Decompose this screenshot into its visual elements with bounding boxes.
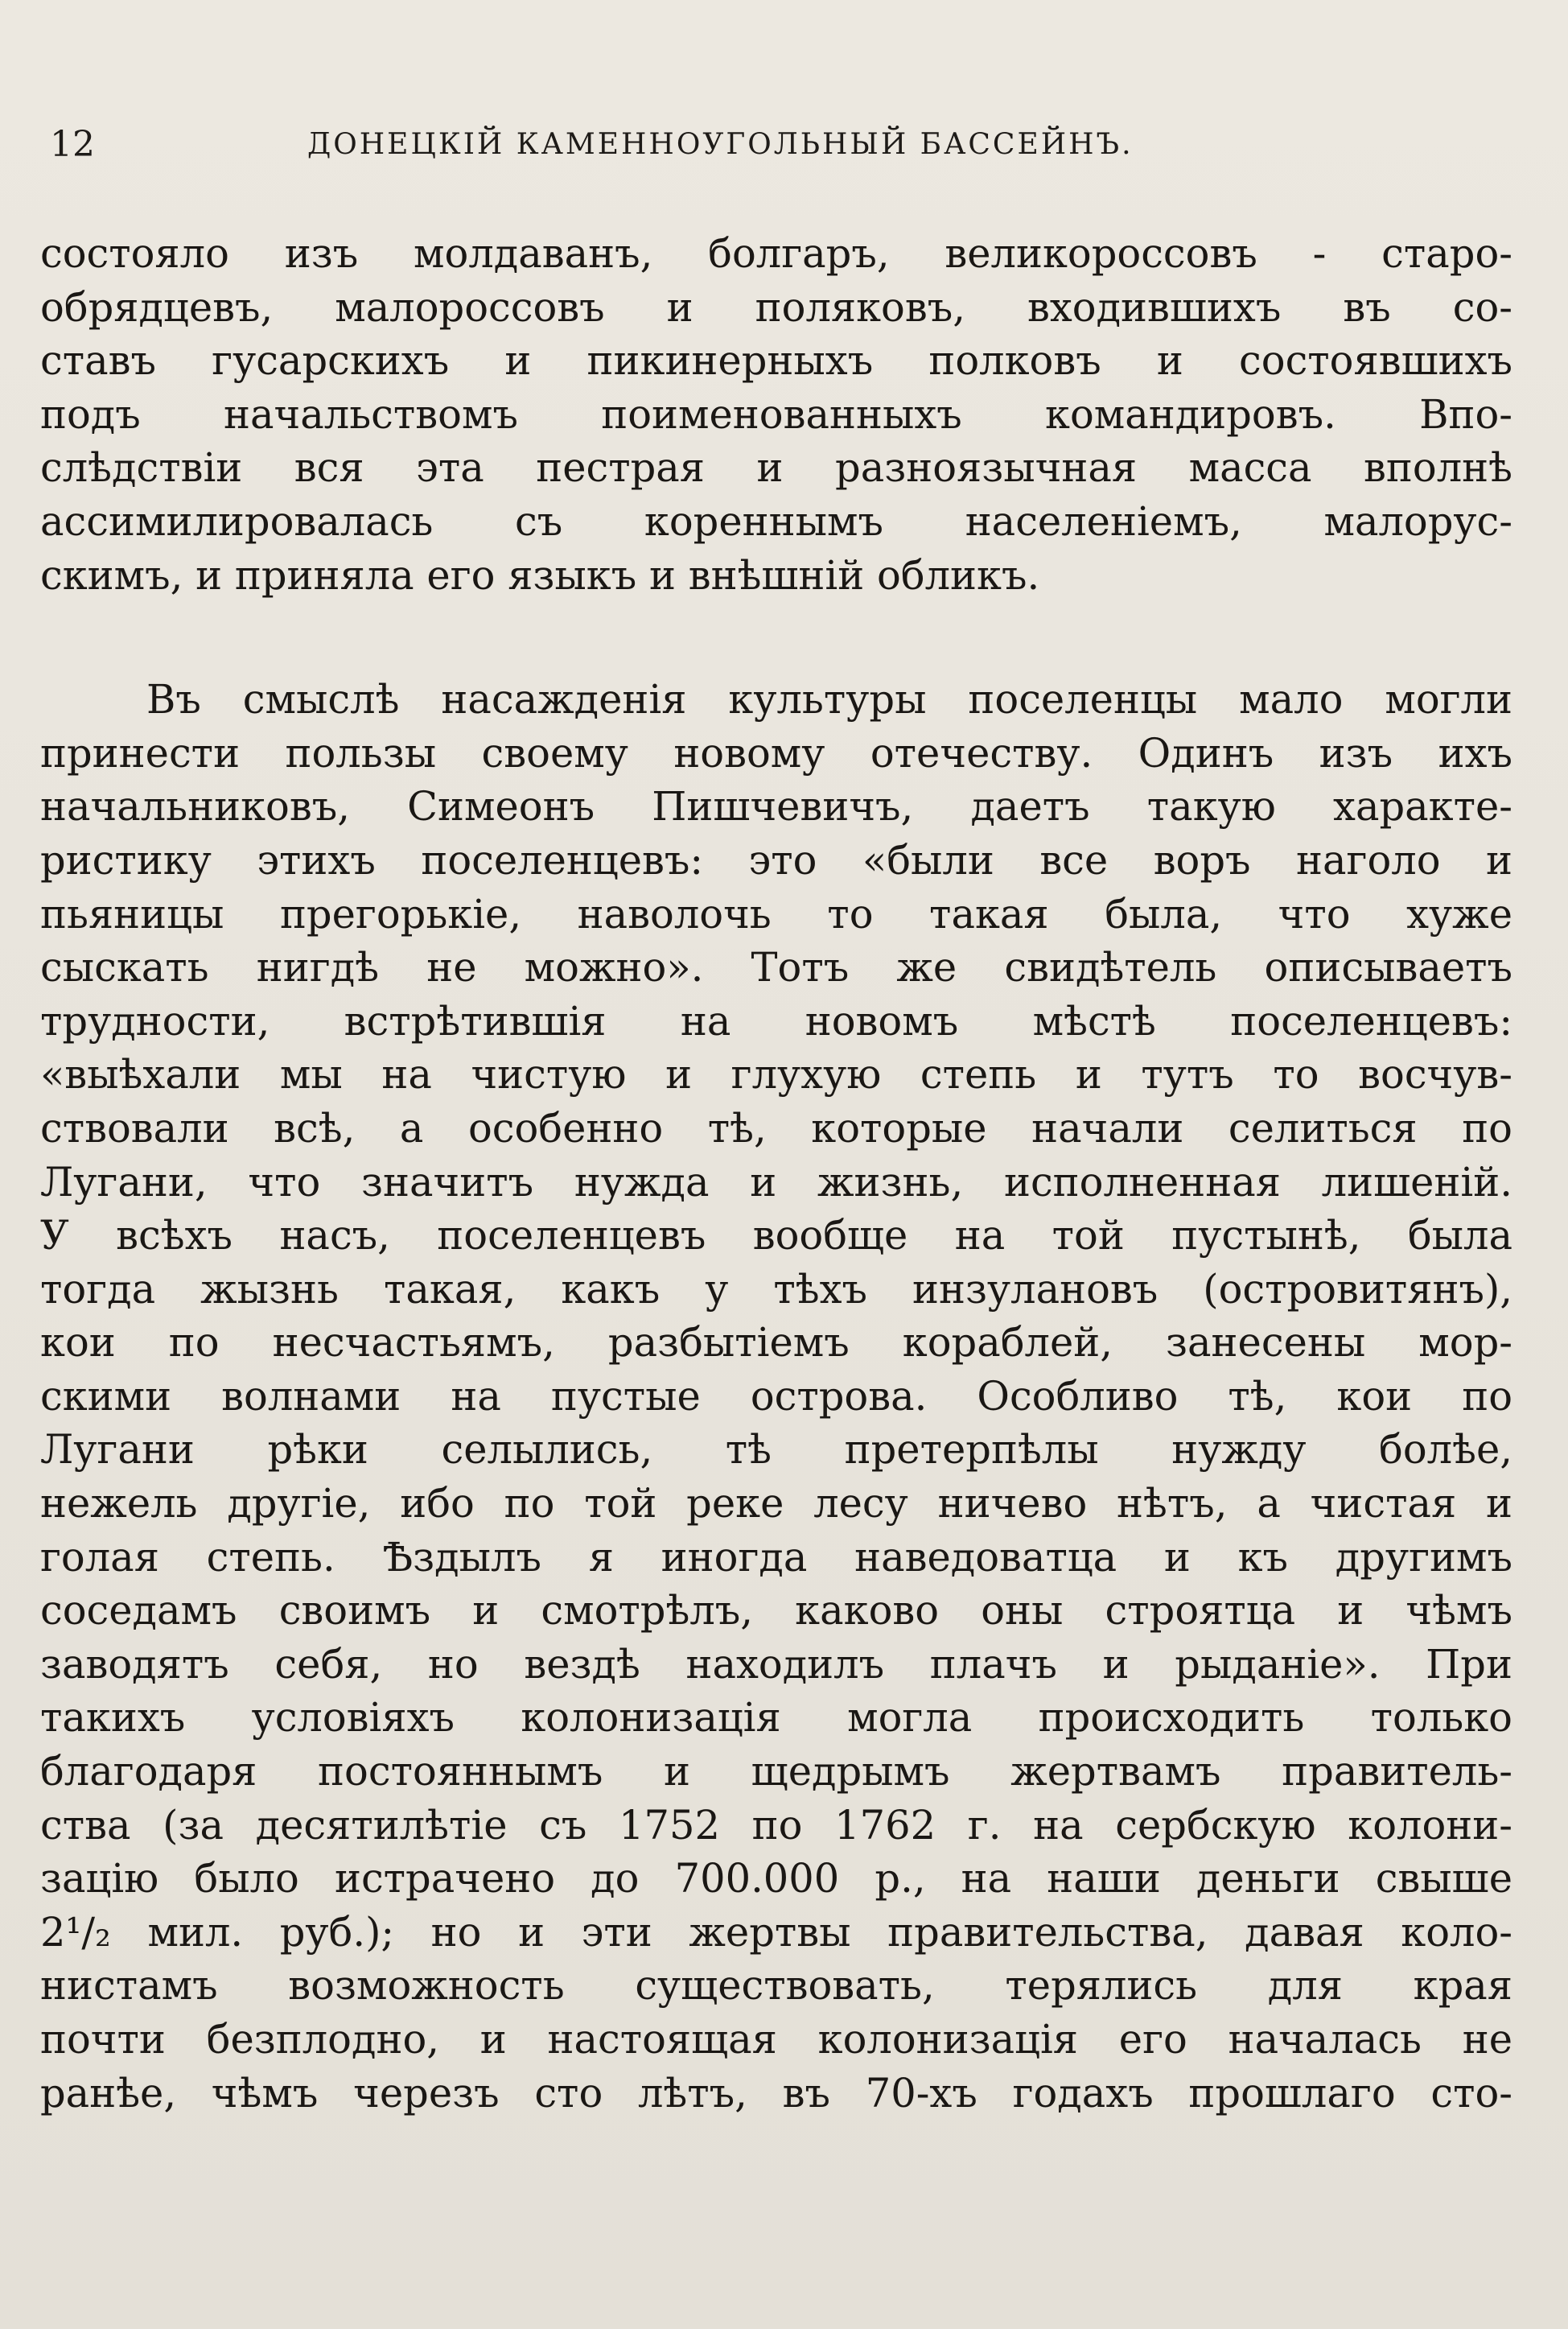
text-line: Въ смыслѣ насажденія культуры поселенцы мало могли [146, 676, 1512, 723]
paragraph-2 [40, 673, 1512, 2120]
text-line: 2¹/₂ мил. руб.); но и эти жертвы правительства, давая коло- [40, 1908, 1512, 1956]
text-line: такихъ условіяхъ колонизація могла происходить только [40, 1694, 1512, 1742]
text-line: зацію было истрачено до 700.000 р., на наши деньги свыше [40, 1855, 1512, 1902]
text-line: У всѣхъ насъ, поселенцевъ вообще на той пустынѣ, была [40, 1212, 1512, 1259]
text-line: скимъ, и приняла его языкъ и внѣшній обликъ. [40, 551, 1040, 599]
text-line: скими волнами на пустые острова. Особливо тѣ, кои по [40, 1372, 1512, 1420]
text-line: пьяницы прегорькіе, наволочь то такая была, что хуже [40, 890, 1512, 938]
text-line: сыскать нигдѣ не можно». Тотъ же свидѣтель описываетъ [40, 944, 1512, 991]
text-line: ранѣе, чѣмъ черезъ сто лѣтъ, въ 70-хъ годахъ прошлаго сто- [40, 2069, 1512, 2117]
text-line: Лугани рѣки селылись, тѣ претерпѣлы нужду болѣе, [40, 1426, 1512, 1474]
text-line: ставъ гусарскихъ и пикинерныхъ полковъ и состоявшихъ [40, 337, 1512, 385]
text-line: нистамъ возможность существовать, терялись для края [40, 1962, 1512, 2010]
text-line: ствовали всѣ, а особенно тѣ, которые начали селиться по [40, 1104, 1512, 1152]
text-line: трудности, встрѣтившія на новомъ мѣстѣ поселенцевъ: [40, 997, 1512, 1045]
text-line: состояло изъ молдаванъ, болгаръ, великороссовъ - старо- [40, 230, 1512, 277]
text-line: почти безплодно, и настоящая колонизація его началась не [40, 2016, 1512, 2063]
text-line: соседамъ своимъ и смотрѣлъ, каково оны строятца и чѣмъ [40, 1587, 1512, 1634]
text-line: Лугани, что значитъ нужда и жизнь, исполненная лишеній. [40, 1158, 1512, 1206]
text-line: принести пользы своему новому отечеству. Одинъ изъ ихъ [40, 729, 1512, 777]
text-line: слѣдствіи вся эта пестрая и разноязычная масса вполнѣ [40, 444, 1512, 492]
text-line: подъ начальствомъ поименованныхъ командировъ. Впо- [40, 390, 1512, 438]
text-line: кои по несчастьямъ, разбытіемъ кораблей, занесены мор- [40, 1319, 1512, 1366]
text-line: заводятъ себя, но вездѣ находилъ плачъ и рыданіе». При [40, 1640, 1512, 1688]
running-title: ДОНЕЦКІЙ КАМЕННОУГОЛЬНЫЙ БАССЕЙНЪ. [307, 128, 1134, 161]
text-line: обрядцевъ, малороссовъ и поляковъ, входившихъ въ со- [40, 283, 1512, 331]
text-line: тогда жызнь такая, какъ у тѣхъ инзулановъ (островитянъ), [40, 1265, 1512, 1313]
text-line: благодаря постояннымъ и щедрымъ жертвамъ правитель- [40, 1748, 1512, 1795]
text-line: начальниковъ, Симеонъ Пишчевичъ, даетъ такую характе- [40, 783, 1512, 831]
page-number: 12 [50, 124, 95, 165]
paragraph-gap [40, 602, 1512, 673]
body-text [40, 227, 1512, 2120]
text-line: ассимилировалась съ кореннымъ населеніемъ, малорус- [40, 497, 1512, 545]
text-line: нежель другіе, ибо по той реке лесу ничево нѣтъ, а чистая и [40, 1480, 1512, 1527]
running-head [50, 121, 1514, 169]
text-line: голая степь. Ѣздылъ я иногда наведоватца и къ другимъ [40, 1533, 1512, 1581]
text-line: ристику этихъ поселенцевъ: это «были все воръ наголо и [40, 836, 1512, 884]
paragraph-1 [40, 227, 1512, 602]
text-line: «выѣхали мы на чистую и глухую степь и тутъ то восчув- [40, 1051, 1512, 1099]
text-line: ства (за десятилѣтіе съ 1752 по 1762 г. на сербскую колони- [40, 1801, 1512, 1849]
